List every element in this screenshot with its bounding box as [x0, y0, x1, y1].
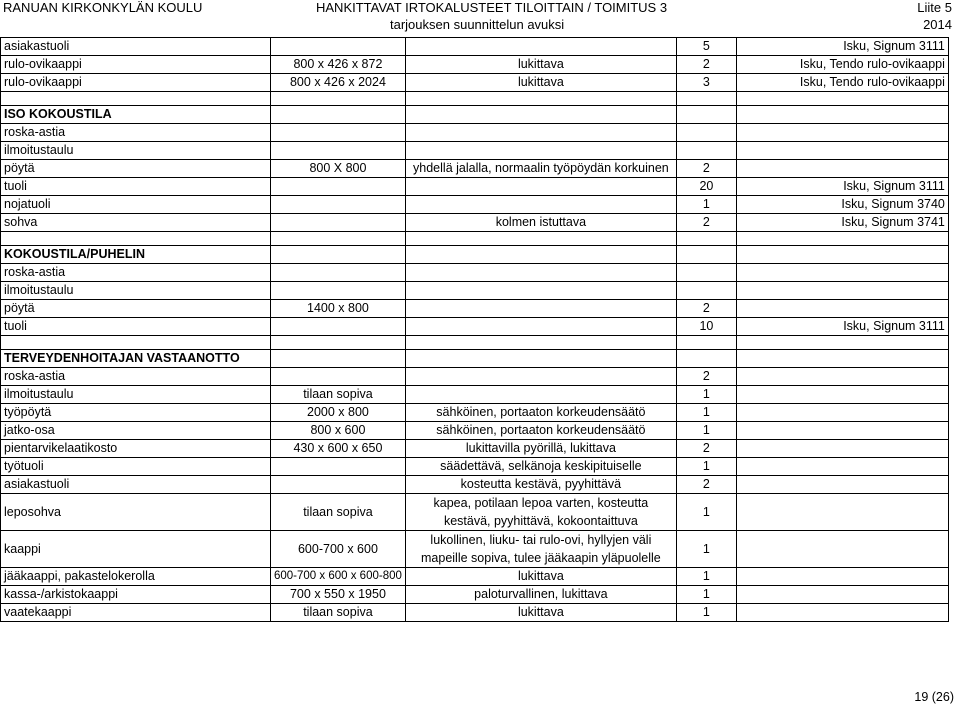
- item-product: [736, 531, 948, 568]
- item-name: asiakastuoli: [1, 476, 271, 494]
- item-size: 800 X 800: [271, 160, 406, 178]
- item-quantity: 2: [676, 440, 736, 458]
- empty-cell: [271, 92, 406, 106]
- item-quantity: 1: [676, 422, 736, 440]
- empty-cell: [736, 92, 948, 106]
- item-name: pöytä: [1, 160, 271, 178]
- item-name: ilmoitustaulu: [1, 386, 271, 404]
- section-row: [1, 350, 949, 368]
- item-size: tilaan sopiva: [271, 604, 406, 622]
- empty-cell: [736, 350, 948, 368]
- table-row: [1, 386, 949, 404]
- item-note: lukittavilla pyörillä, lukittava: [405, 440, 676, 458]
- item-name: ilmoitustaulu: [1, 142, 271, 160]
- table-row: [1, 404, 949, 422]
- item-name: rulo-ovikaappi: [1, 56, 271, 74]
- item-quantity: 1: [676, 604, 736, 622]
- item-name: leposohva: [1, 494, 271, 531]
- empty-cell: [271, 350, 406, 368]
- item-size: [271, 368, 406, 386]
- item-product: Isku, Signum 3111: [736, 38, 948, 56]
- item-quantity: 2: [676, 56, 736, 74]
- item-note: lukittava: [405, 568, 676, 586]
- empty-cell: [676, 92, 736, 106]
- empty-cell: [405, 246, 676, 264]
- item-note: [405, 142, 676, 160]
- item-quantity: 1: [676, 494, 736, 531]
- table-row: [1, 604, 949, 622]
- item-product: [736, 494, 948, 531]
- item-note: lukittava: [405, 74, 676, 92]
- item-product: Isku, Tendo rulo-ovikaappi: [736, 74, 948, 92]
- item-quantity: [676, 142, 736, 160]
- item-size: [271, 282, 406, 300]
- empty-cell: [405, 336, 676, 350]
- item-size: 700 x 550 x 1950: [271, 586, 406, 604]
- table-row: [1, 422, 949, 440]
- item-name: tuoli: [1, 178, 271, 196]
- item-product: [736, 458, 948, 476]
- item-quantity: 1: [676, 568, 736, 586]
- item-note: [405, 386, 676, 404]
- item-size: tilaan sopiva: [271, 386, 406, 404]
- empty-cell: [271, 336, 406, 350]
- item-quantity: 3: [676, 74, 736, 92]
- school-name: RANUAN KIRKONKYLÄN KOULU: [3, 0, 203, 15]
- item-product: [736, 282, 948, 300]
- table-row: [1, 264, 949, 282]
- item-product: [736, 368, 948, 386]
- table-row: [1, 476, 949, 494]
- spacer-row: [1, 92, 949, 106]
- table-row: [1, 196, 949, 214]
- table-row: [1, 142, 949, 160]
- item-name: rulo-ovikaappi: [1, 74, 271, 92]
- item-quantity: 1: [676, 458, 736, 476]
- item-name: vaatekaappi: [1, 604, 271, 622]
- item-product: [736, 300, 948, 318]
- item-product: [736, 142, 948, 160]
- item-product: [736, 422, 948, 440]
- item-size: 600-700 x 600: [271, 531, 406, 568]
- item-name: pöytä: [1, 300, 271, 318]
- document-subtitle: tarjouksen suunnittelun avuksi: [390, 17, 565, 32]
- item-name: roska-astia: [1, 124, 271, 142]
- item-size: [271, 476, 406, 494]
- item-product: [736, 160, 948, 178]
- table-row: [1, 318, 949, 336]
- empty-cell: [676, 232, 736, 246]
- empty-cell: [405, 350, 676, 368]
- item-note: kosteutta kestävä, pyyhittävä: [405, 476, 676, 494]
- item-product: [736, 440, 948, 458]
- item-size: [271, 214, 406, 232]
- table-row: [1, 300, 949, 318]
- item-name: sohva: [1, 214, 271, 232]
- item-quantity: [676, 264, 736, 282]
- empty-cell: [736, 246, 948, 264]
- item-quantity: 1: [676, 404, 736, 422]
- item-quantity: [676, 124, 736, 142]
- item-size: [271, 142, 406, 160]
- item-quantity: 1: [676, 586, 736, 604]
- item-note: [405, 282, 676, 300]
- table-row: [1, 531, 949, 568]
- item-note: [405, 178, 676, 196]
- item-product: [736, 264, 948, 282]
- table-row: [1, 458, 949, 476]
- item-size: 1400 x 800: [271, 300, 406, 318]
- empty-cell: [676, 106, 736, 124]
- item-note: [405, 38, 676, 56]
- section-row: [1, 246, 949, 264]
- item-quantity: 2: [676, 160, 736, 178]
- item-quantity: 5: [676, 38, 736, 56]
- item-quantity: 1: [676, 531, 736, 568]
- item-name: jääkaappi, pakastelokerolla: [1, 568, 271, 586]
- item-product: [736, 476, 948, 494]
- item-product: Isku, Signum 3741: [736, 214, 948, 232]
- item-note: yhdellä jalalla, normaalin työpöydän korkuinen: [405, 160, 676, 178]
- table-row: [1, 38, 949, 56]
- item-note: [405, 124, 676, 142]
- item-name: jatko-osa: [1, 422, 271, 440]
- table-row: [1, 214, 949, 232]
- item-note: lukittava: [405, 604, 676, 622]
- item-note: paloturvallinen, lukittava: [405, 586, 676, 604]
- item-name: roska-astia: [1, 368, 271, 386]
- section-heading: KOKOUSTILA/PUHELIN: [1, 246, 271, 264]
- document-title: HANKITTAVAT IRTOKALUSTEET TILOITTAIN / TOIMITUS 3: [316, 0, 668, 15]
- item-quantity: 10: [676, 318, 736, 336]
- item-product: [736, 586, 948, 604]
- empty-cell: [1, 92, 271, 106]
- empty-cell: [676, 350, 736, 368]
- item-size: 430 x 600 x 650: [271, 440, 406, 458]
- item-size: [271, 458, 406, 476]
- empty-cell: [676, 246, 736, 264]
- table-row: [1, 160, 949, 178]
- item-note: sähköinen, portaaton korkeudensäätö: [405, 422, 676, 440]
- table-row: [1, 568, 949, 586]
- item-note: lukittava: [405, 56, 676, 74]
- item-size: [271, 264, 406, 282]
- attachment-label: Liite 5: [917, 0, 952, 15]
- section-row: [1, 106, 949, 124]
- item-product: [736, 404, 948, 422]
- item-name: asiakastuoli: [1, 38, 271, 56]
- item-name: työtuoli: [1, 458, 271, 476]
- item-product: Isku, Tendo rulo-ovikaappi: [736, 56, 948, 74]
- spacer-row: [1, 232, 949, 246]
- item-name: työpöytä: [1, 404, 271, 422]
- page-number: 19 (26): [914, 690, 954, 704]
- table-row: [1, 586, 949, 604]
- empty-cell: [271, 106, 406, 124]
- item-quantity: 20: [676, 178, 736, 196]
- item-note: sähköinen, portaaton korkeudensäätö: [405, 404, 676, 422]
- item-size: 2000 x 800: [271, 404, 406, 422]
- item-name: ilmoitustaulu: [1, 282, 271, 300]
- item-quantity: 2: [676, 214, 736, 232]
- item-quantity: 1: [676, 386, 736, 404]
- empty-cell: [736, 336, 948, 350]
- item-size: 600-700 x 600 x 600-800: [271, 568, 406, 586]
- item-quantity: 2: [676, 368, 736, 386]
- table-row: [1, 178, 949, 196]
- item-product: Isku, Signum 3111: [736, 178, 948, 196]
- item-name: roska-astia: [1, 264, 271, 282]
- item-size: [271, 196, 406, 214]
- empty-cell: [405, 106, 676, 124]
- empty-cell: [1, 336, 271, 350]
- item-size: tilaan sopiva: [271, 494, 406, 531]
- empty-cell: [271, 232, 406, 246]
- item-note: lukollinen, liuku- tai rulo-ovi, hyllyjen väli mapeille sopiva, tulee jääkaapin yläpuolelle: [405, 531, 676, 568]
- table-row: [1, 440, 949, 458]
- empty-cell: [1, 232, 271, 246]
- empty-cell: [405, 92, 676, 106]
- table-row: [1, 124, 949, 142]
- item-name: kaappi: [1, 531, 271, 568]
- item-product: Isku, Signum 3111: [736, 318, 948, 336]
- table-row: [1, 56, 949, 74]
- table-row: [1, 494, 949, 531]
- item-size: [271, 124, 406, 142]
- item-product: [736, 604, 948, 622]
- item-quantity: 1: [676, 196, 736, 214]
- item-product: Isku, Signum 3740: [736, 196, 948, 214]
- section-heading: TERVEYDENHOITAJAN VASTAANOTTO: [1, 350, 271, 368]
- table-row: [1, 74, 949, 92]
- item-note: [405, 300, 676, 318]
- item-product: [736, 568, 948, 586]
- item-note: [405, 368, 676, 386]
- spacer-row: [1, 336, 949, 350]
- empty-cell: [736, 232, 948, 246]
- item-quantity: 2: [676, 476, 736, 494]
- item-product: [736, 386, 948, 404]
- document-year: 2014: [923, 17, 952, 32]
- item-note: kapea, potilaan lepoa varten, kosteutta kestävä, pyyhittävä, kokoontaittuva: [405, 494, 676, 531]
- item-quantity: 2: [676, 300, 736, 318]
- empty-cell: [676, 336, 736, 350]
- item-note: [405, 318, 676, 336]
- item-product: [736, 124, 948, 142]
- item-size: 800 x 426 x 872: [271, 56, 406, 74]
- empty-cell: [736, 106, 948, 124]
- item-name: kassa-/arkistokaappi: [1, 586, 271, 604]
- item-size: [271, 38, 406, 56]
- item-name: nojatuoli: [1, 196, 271, 214]
- table-row: [1, 282, 949, 300]
- item-note: [405, 196, 676, 214]
- furniture-table: [0, 37, 949, 622]
- section-heading: ISO KOKOUSTILA: [1, 106, 271, 124]
- item-name: tuoli: [1, 318, 271, 336]
- item-note: kolmen istuttava: [405, 214, 676, 232]
- empty-cell: [405, 232, 676, 246]
- item-quantity: [676, 282, 736, 300]
- item-size: 800 x 426 x 2024: [271, 74, 406, 92]
- item-size: 800 x 600: [271, 422, 406, 440]
- item-note: [405, 264, 676, 282]
- item-note: säädettävä, selkänoja keskipituiselle: [405, 458, 676, 476]
- empty-cell: [271, 246, 406, 264]
- item-size: [271, 318, 406, 336]
- item-name: pientarvikelaatikosto: [1, 440, 271, 458]
- item-size: [271, 178, 406, 196]
- table-row: [1, 368, 949, 386]
